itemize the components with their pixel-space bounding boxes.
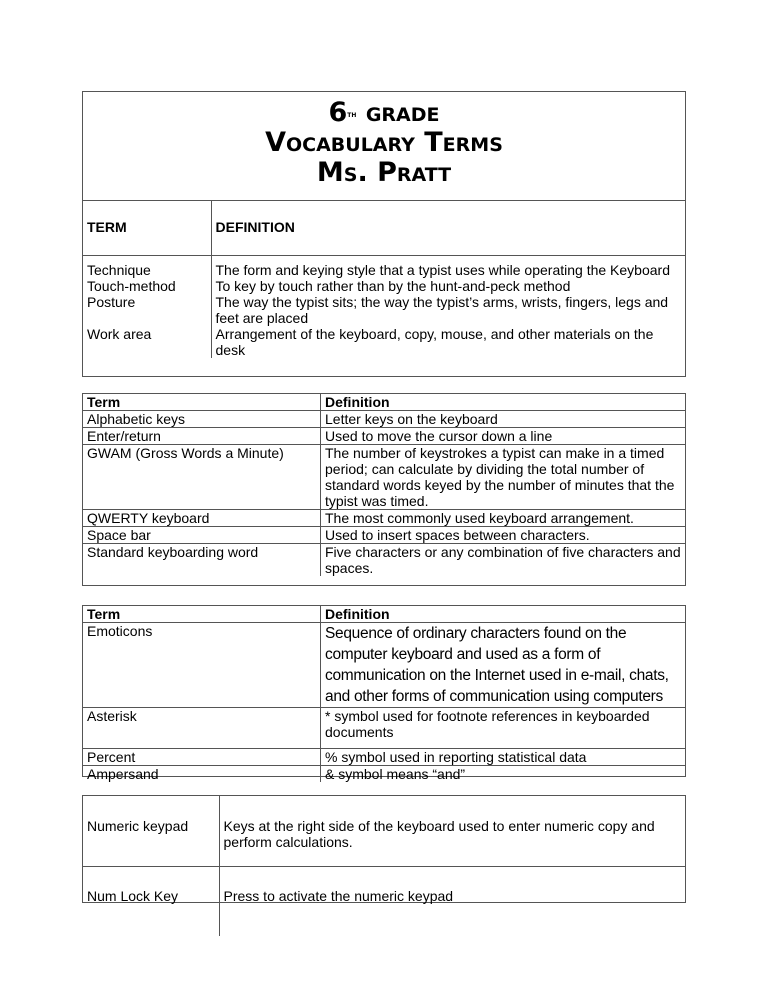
table-row — [83, 623, 685, 708]
table-row — [83, 278, 685, 294]
vocab-table-2 — [82, 393, 686, 586]
table-row — [83, 708, 685, 749]
grade-heading — [83, 98, 685, 128]
grade-superscript: th — [347, 110, 357, 120]
definition-cell: The number of keystrokes a typist can make in a timed period; can calculate by dividing the total number of standard words keyed by the number of minutes that the typist was timed. — [321, 445, 686, 510]
definition-cell: Used to insert spaces between characters. — [321, 527, 686, 544]
definition-cell: * symbol used for footnote references in keyboarded documents — [321, 708, 686, 749]
table-row — [83, 294, 685, 326]
table-row — [83, 866, 685, 936]
term-cell: Alphabetic keys — [83, 411, 321, 428]
definition-cell: The way the typist sits; the way the typist’s arms, wrists, fingers, legs and feet are placed — [215, 293, 669, 326]
table-row — [83, 326, 685, 358]
grade-word: grade — [365, 97, 440, 128]
table-row — [83, 766, 685, 783]
table-row — [83, 428, 685, 445]
table-row — [83, 544, 685, 577]
table-row — [83, 796, 685, 866]
term-cell: GWAM (Gross Words a Minute) — [83, 445, 321, 510]
definition-header: Definition — [321, 394, 686, 411]
term-cell: Num Lock Key — [83, 866, 219, 936]
definition-cell: % symbol used in reporting statistical data — [321, 749, 686, 766]
term-cell: Touch-method — [83, 278, 211, 294]
definition-cell: To key by touch rather than by the hunt-and-peck method — [215, 277, 571, 294]
table-header-row — [83, 394, 685, 411]
definition-cell: & symbol means “and” — [325, 766, 466, 782]
vocab-table-4 — [82, 795, 686, 903]
term-cell: Work area — [83, 326, 211, 358]
definition-header: Definition — [321, 606, 686, 623]
grade-number: 6 — [328, 97, 348, 128]
table-row — [83, 445, 685, 510]
definition-cell: The form and keying style that a typist uses while operating the Keyboard — [215, 261, 670, 278]
term-cell: Emoticons — [83, 623, 321, 708]
table-row — [83, 411, 685, 428]
table-row — [83, 749, 685, 766]
definition-cell: Letter keys on the keyboard — [321, 411, 686, 428]
term-cell: Space bar — [83, 527, 321, 544]
definition-cell: Keys at the right side of the keyboard used to enter numeric copy and perform calculations. — [219, 796, 685, 866]
vocab-table-3 — [82, 605, 686, 782]
table-header-row — [83, 606, 685, 623]
term-cell: QWERTY keyboard — [83, 510, 321, 527]
term-cell: Percent — [83, 749, 321, 766]
term-header: Term — [83, 394, 321, 411]
definition-cell: Arrangement of the keyboard, copy, mouse, and other materials on the desk — [215, 325, 654, 358]
term-cell: Technique — [83, 255, 211, 278]
definition-cell: Press to activate the numeric keypad — [223, 887, 454, 904]
term-cell: Numeric keypad — [83, 796, 219, 866]
definition-cell: The most commonly used keyboard arrangement. — [321, 510, 686, 527]
definition-cell: Five characters or any combination of five characters and spaces. — [325, 544, 681, 576]
definition-cell: Sequence of ordinary characters found on the computer keyboard and used as a form of communication on the Internet used in e-mail, chats, and other forms of communication using computers — [321, 623, 686, 708]
term-cell: Standard keyboarding word — [83, 544, 321, 577]
table-row — [83, 527, 685, 544]
vocabulary-heading: Vocabulary Terms — [265, 127, 503, 158]
teacher-heading: Ms. Pratt — [316, 157, 452, 188]
term-header: Term — [83, 606, 321, 623]
table-row — [83, 510, 685, 527]
term-cell: Posture — [83, 294, 211, 326]
term-cell: Asterisk — [83, 708, 321, 749]
table-row — [83, 255, 685, 278]
definition-header: DEFINITION — [211, 201, 685, 255]
term-cell: Ampersand — [83, 766, 321, 783]
term-cell: Enter/return — [83, 428, 321, 445]
term-header: TERM — [83, 201, 211, 255]
definition-cell: Used to move the cursor down a line — [321, 428, 686, 445]
vocab-table-1 — [82, 201, 686, 377]
table-header-row — [83, 201, 685, 255]
title-block — [82, 91, 686, 201]
